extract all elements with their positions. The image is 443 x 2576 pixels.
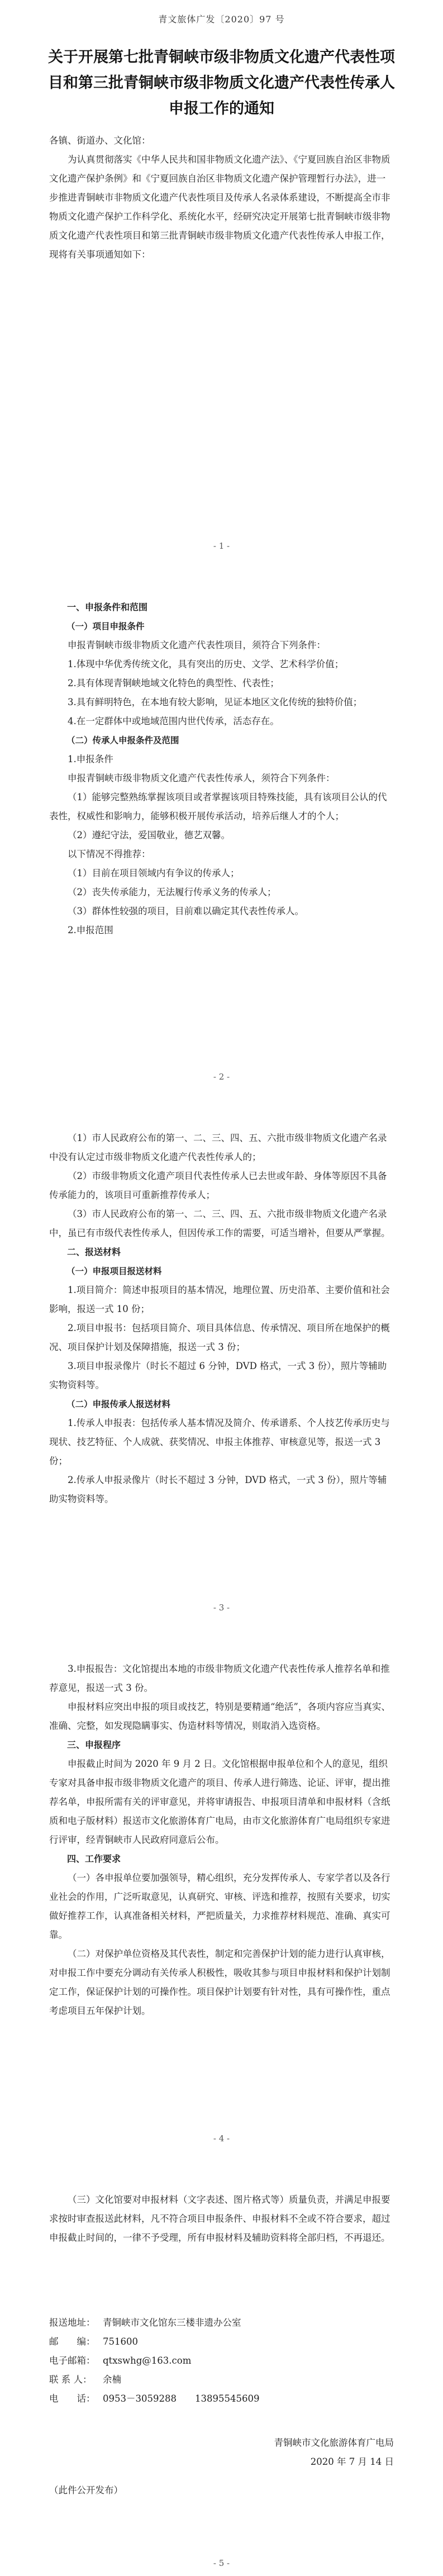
- paragraph: （1）市人民政府公布的第一、二、三、四、五、六批市级非物质文化遗产名录中没有认定过市级非物质文化遗产代表性传承人的；: [49, 1133, 387, 1162]
- contact-block: [49, 2313, 394, 2408]
- page-1-body: [49, 131, 394, 264]
- contact-person: 联 系 人： 余楠: [49, 2374, 121, 2385]
- paragraph: 为认真贯彻落实《中华人民共和国非物质文化遗产法》、《宁夏回族自治区非物质文化遗产保护条例》和《宁夏回族自治区非物质文化遗产保护管理暂行办法》，进一步推进青铜峡市非物质文化遗产代表性项目及传承人名录体系建设，不断提高全市非物质文化遗产保护工作科学化、系统化水平，经研究决定开展第七批青铜峡市级非物质文化遗产代表性项目和第三批青铜峡市级非物质文化遗产代表性传承人申报工作，现将有关事项通知如下：: [49, 154, 390, 260]
- paragraph: 以下情况不得推荐：: [68, 849, 151, 859]
- paragraph: 1.传承人申报表：包括传承人基本情况及简介、传承谱系、个人技艺传承历史与现状、技艺特征、个人成就、获奖情况、申报主体推荐、审核意见等，报送一式 3 份；: [49, 1418, 390, 1466]
- paragraph: 4.在一定群体中或地域范围内世代传承，活态存在。: [68, 716, 279, 726]
- document-title: 关于开展第七批青铜峡市级非物质文化遗产代表性项目和第三批青铜峡市级非物质文化遗产代表性传承人申报工作的通知: [48, 49, 395, 117]
- section-heading: 三、申报程序: [67, 1739, 121, 1750]
- subsection-heading: （二）申报传承人报送材料: [66, 1399, 171, 1409]
- page-number: - 4 -: [213, 2133, 230, 2144]
- section-heading: 一、申报条件和范围: [67, 602, 148, 612]
- paragraph: 3.申报报告：文化馆提出本地的市级非物质文化遗产代表性传承人推荐名单和推荐意见，报送一式 3 份。: [49, 1664, 390, 1693]
- page-3: [0, 1090, 443, 1620]
- subsection-heading: （一）项目申报条件: [66, 621, 145, 631]
- page-4: [0, 1620, 443, 2151]
- page-2-body: [49, 598, 394, 940]
- document-number: 青文旅体广发〔2020〕97 号: [158, 14, 285, 25]
- subsection-heading: （一）申报项目报送材料: [66, 1266, 162, 1276]
- page-number: - 2 -: [213, 1072, 230, 1082]
- page-5: [0, 2151, 443, 2576]
- subsection-heading: （二）传承人申报条件及范围: [66, 735, 179, 745]
- paragraph: 2.申报范围: [68, 925, 113, 935]
- paragraph: 1.项目简介：简述申报项目的基本情况，地理位置、历史沿革、主要价值和社会影响，报送一式 10 份；: [49, 1285, 390, 1314]
- contact-postcode: 邮 编： 751600: [49, 2336, 138, 2347]
- paragraph: （二）对保护单位资格及其代表性，制定和完善保护计划的能力进行认真审核，对申报工作中要充分调动有关传承人积极性，吸收其参与项目申报材料和保护计划制定工作，保证保护计划的可操作性。项目保护计划要有针对性，具有可操作性，重点考虑项目五年保护计划。: [49, 1948, 390, 2016]
- paragraph: 2.传承人申报录像片（时长不超过 3 分钟，DVD 格式，一式 3 份），照片等辅助实物资料等。: [49, 1475, 387, 1504]
- paragraph: （3）群体性较强的项目，目前难以确定其代表性传承人。: [68, 906, 304, 916]
- paragraph: （1）能够完整熟练掌握该项目或者掌握该项目特殊技能，具有该项目公认的代表性，权威性和影响力，能够积极开展传承活动，培养后继人才的个人；: [49, 792, 387, 821]
- paragraph: （1）目前在项目领域内有争议的传承人；: [68, 868, 240, 878]
- page-4-body: [49, 1660, 394, 2021]
- page-2: [0, 559, 443, 1090]
- page-number: - 3 -: [213, 1603, 230, 1613]
- issuing-organization: 青铜峡市文化旅游体育广电局: [274, 2437, 394, 2448]
- paragraph: （2）丧失传承能力，无法履行传承义务的传承人；: [68, 887, 277, 897]
- contact-address: 报送地址： 青铜峡市文化馆东三楼非遗办公室: [49, 2317, 241, 2328]
- section-heading: 二、报送材料: [67, 1247, 121, 1257]
- paragraph: 申报青铜峡市级非物质文化遗产代表性项目，须符合下列条件：: [68, 640, 326, 650]
- contact-phone: 电 话： 0953－3059288 13895545609: [49, 2393, 260, 2404]
- page-5-body: [49, 2190, 394, 2247]
- publication-note: （此件公开发布）: [49, 2485, 123, 2496]
- paragraph: 各镇、街道办、文化馆：: [49, 135, 151, 146]
- page-number: - 1 -: [213, 541, 230, 551]
- page-number: - 5 -: [213, 2558, 230, 2568]
- section-heading: 四、工作要求: [67, 1853, 121, 1864]
- signature-block: [49, 2434, 443, 2472]
- paragraph: 3.具有鲜明特色，在本地有较大影响，见证本地区文化传统的独特价值；: [68, 697, 363, 707]
- paragraph: 1.申报条件: [68, 754, 113, 764]
- paragraph: 3.项目申报录像片（时长不超过 6 分钟，DVD 格式，一式 3 份），照片等辅助实物资料等。: [49, 1361, 387, 1390]
- paragraph: （三）文化馆要对申报材料（文字表述、图片格式等）质量负责，并满足申报要求按时审查报送此材料，凡不符合项目申报条件、申报材料不全或不符合要求，超过申报截止时间的，一律不予受理，所有申报材料及辅助资料将全部归档，不再退还。: [49, 2194, 390, 2243]
- page-3-body: [49, 1129, 394, 1509]
- paragraph: 申报截止时间为 2020 年 9 月 2 日。文化馆根据申报单位和个人的意见，组织专家对具备申报市级非物质文化遗产的项目、传承人进行筛选、论证、评审，提出推荐名单，申报所需有关的评审意见，并将审请报告、申报项目清单和申报材料（含纸质和电子版材料）报送市文化旅游体育广电局，由市文化旅游体育广电局组织专家进行评审，经青铜峡市人民政府同意后公布。: [49, 1758, 390, 1845]
- paragraph: （2）市级非物质文化遗产项目代表性传承人已去世或年龄、身体等原因不具备传承能力的，该项目可重新推荐传承人；: [49, 1171, 387, 1200]
- paragraph: 申报青铜峡市级非物质文化遗产代表性传承人，须符合下列条件：: [68, 773, 335, 783]
- paragraph: （一）各申报单位要加强领导，精心组织，充分发挥传承人、专家学者以及各行业社会的作用，广泛听取意见，认真研究、审核、评选和推荐，按照有关要求，切实做好推荐工作，认真准备相关材料，严把质量关，力求推荐材料规范、准确、真实可靠。: [49, 1872, 390, 1940]
- paragraph: 2.具有体现青铜峡地域文化特色的典型性、代表性；: [68, 678, 279, 688]
- paragraph: 申报材料应突出申报的项目或技艺，特别是要精通“绝活”，各项内容应当真实、准确、完整，如发现隐瞒事实、伪造材料等情况，则取消入选资格。: [49, 1702, 390, 1731]
- issue-date: 2020 年 7 月 14 日: [310, 2456, 394, 2467]
- paragraph: 1.体现中华优秀传统文化，具有突出的历史、文学、艺术科学价值；: [68, 659, 344, 669]
- paragraph: （3）市人民政府公布的第一、二、三、四、五、六批市级非物质文化遗产名录中，虽已有市级代表性传承人，但因传承工作的需要，可适当增补，但要从严掌握。: [49, 1209, 390, 1238]
- paragraph: 2.项目申报书：包括项目简介、项目具体信息、传承情况、项目所在地保护的概况、项目保护计划及保障措施，报送一式 3 份；: [49, 1323, 390, 1352]
- contact-email: 电子邮箱： qtxswhg@163.com: [49, 2355, 192, 2366]
- page-1: [0, 0, 443, 559]
- paragraph: （2）遵纪守法，爱国敬业，德艺双馨。: [68, 830, 230, 840]
